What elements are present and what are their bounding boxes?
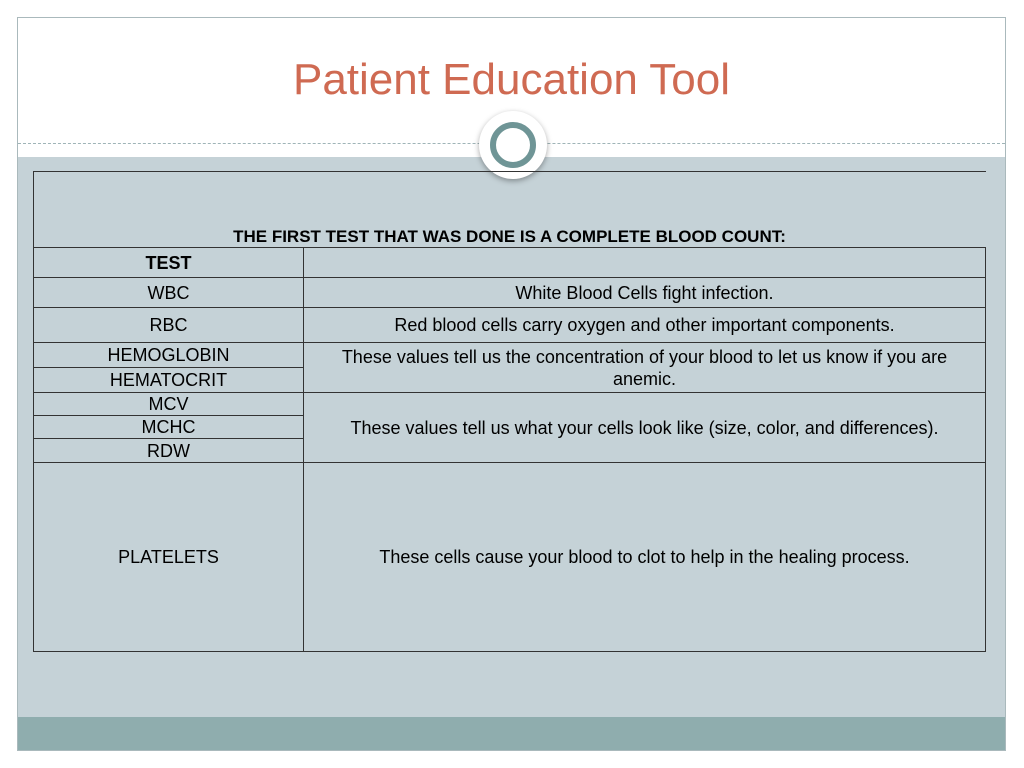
table-cell-rbc-description: Red blood cells carry oxygen and other important components. [303, 307, 986, 343]
table-cell-hemo-description: These values tell us the concentration of your blood to let us know if you are anemic. [303, 342, 986, 393]
table-cell-rbc: RBC [33, 307, 304, 343]
ring-icon [490, 122, 536, 168]
table-cell-hematocrit: HEMATOCRIT [33, 367, 304, 393]
slide-title: Patient Education Tool [292, 55, 731, 104]
table-cell-mcv: MCV [33, 392, 304, 416]
table-cell-wbc: WBC [33, 277, 304, 308]
header-test: TEST [33, 247, 304, 278]
table-cell-rdw: RDW [33, 438, 304, 463]
header-description [303, 247, 986, 278]
table-cell-hemoglobin: HEMOGLOBIN [33, 342, 304, 368]
table-heading: THE FIRST TEST THAT WAS DONE IS A COMPLETE BLOOD COUNT: [233, 227, 786, 246]
footer-band [18, 717, 1005, 751]
table-cell-platelets: PLATELETS [33, 462, 304, 652]
table-cell-mchc: MCHC [33, 415, 304, 439]
table-cell-indices-description: These values tell us what your cells look like (size, color, and differences). [303, 392, 986, 463]
table-cell-wbc-description: White Blood Cells fight infection. [303, 277, 986, 308]
table-cell-platelets-description: These cells cause your blood to clot to help in the healing process. [303, 462, 986, 652]
decorative-circle-icon [479, 111, 547, 179]
